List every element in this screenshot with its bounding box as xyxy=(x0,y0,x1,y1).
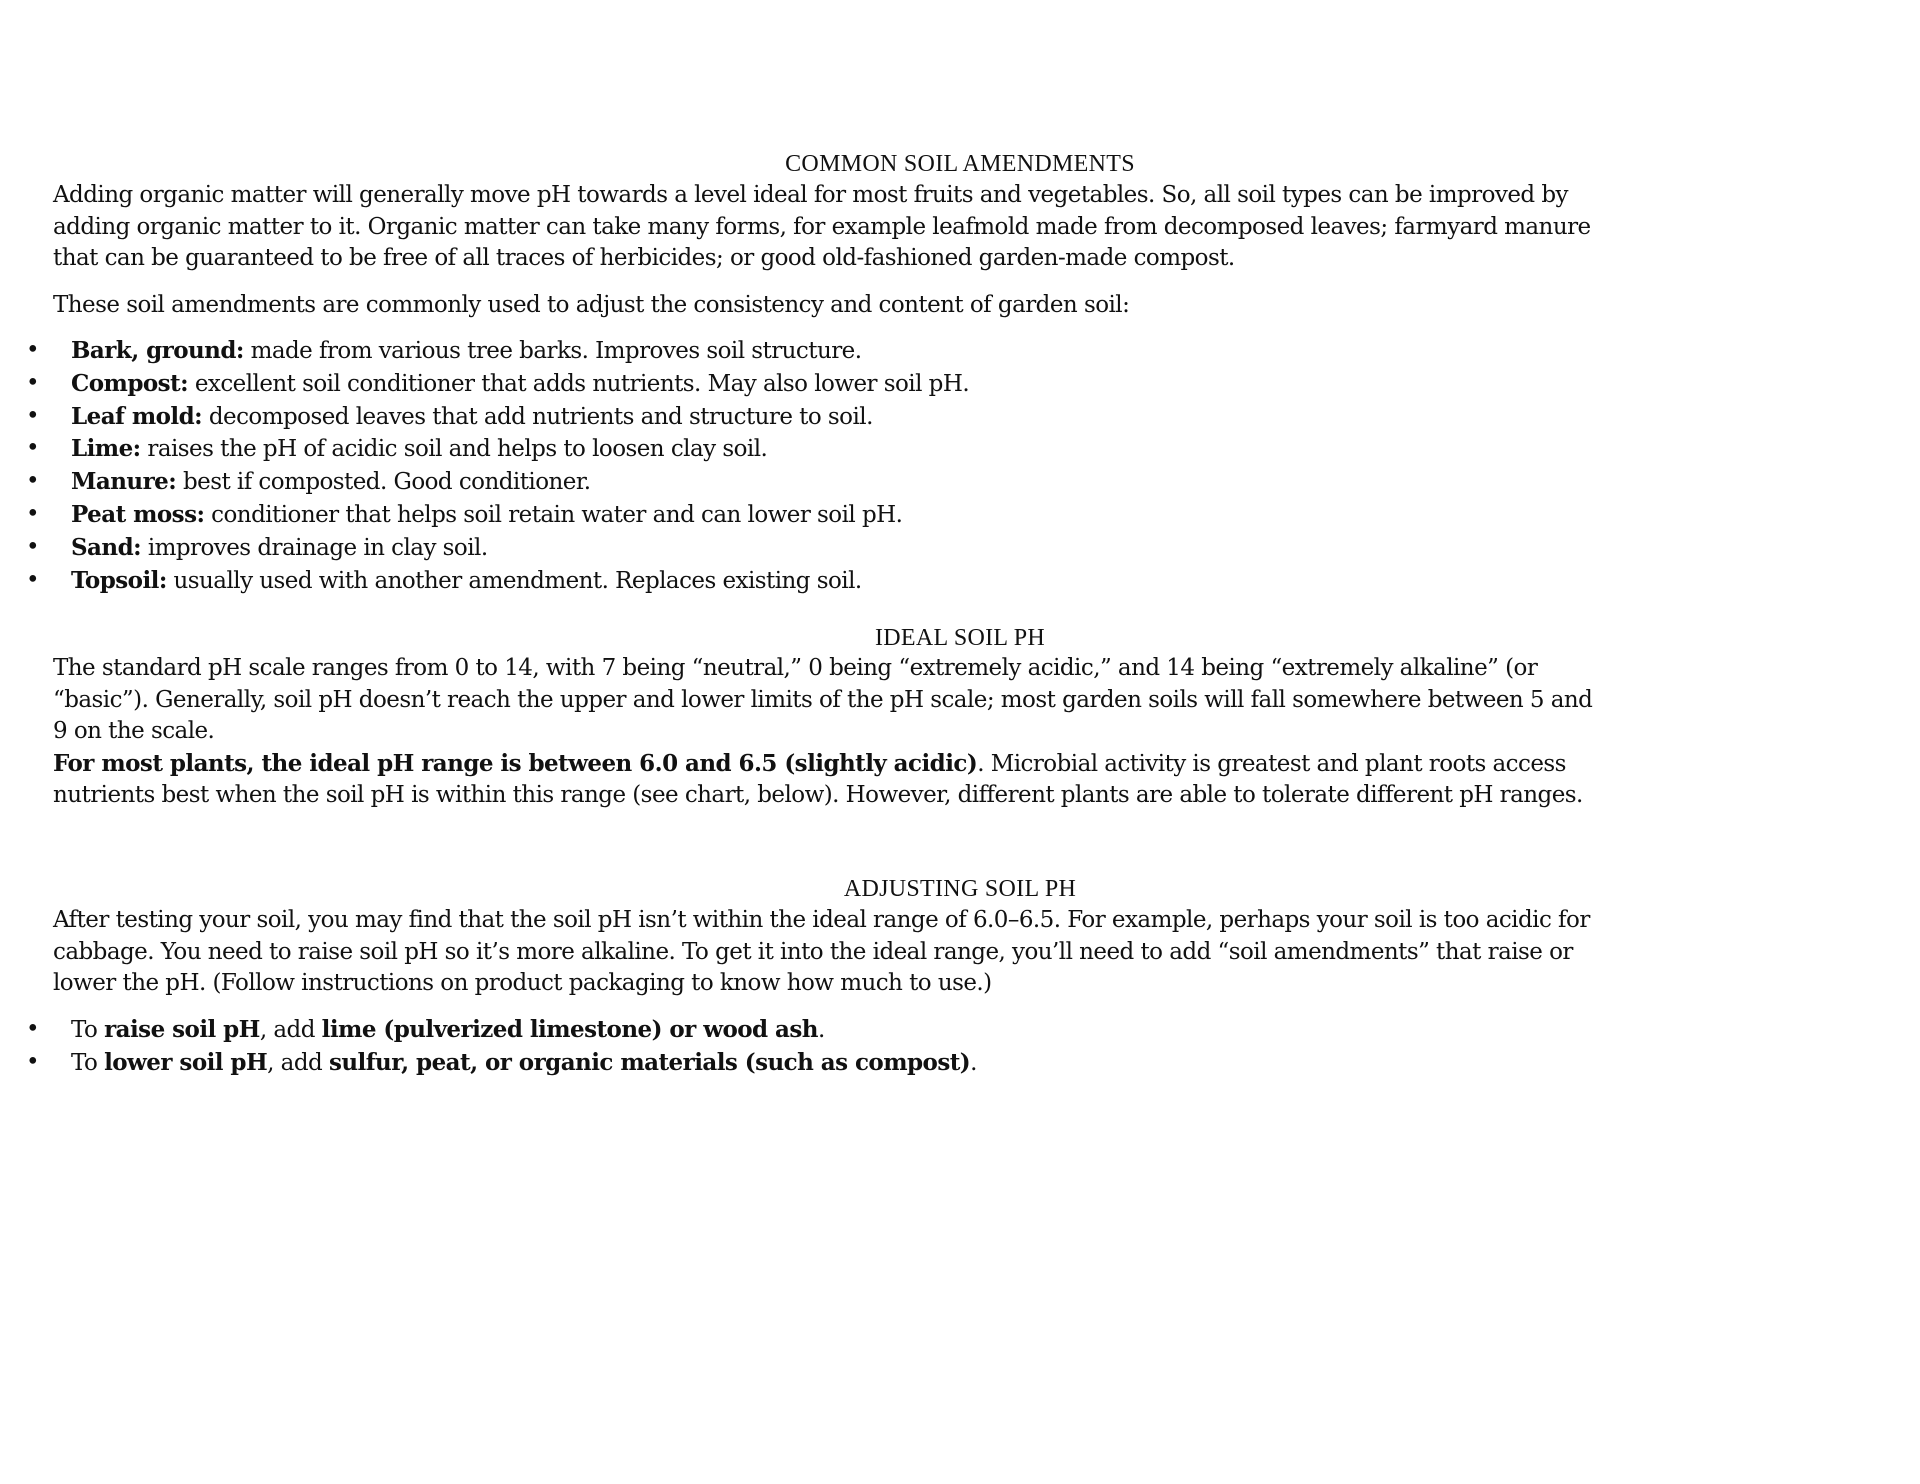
text-line: nutrients best when the soil pH is within this range (see chart, below). However, different plants are able to tolerate different pH ranges. xyxy=(53,782,1583,808)
amendment-description: conditioner that helps soil retain water and can lower soil pH. xyxy=(204,501,903,528)
text-line: cabbage. You need to raise soil pH so it’s more alkaline. To get it into the ideal range, you’ll need to add “soil amendments” that raise or xyxy=(53,938,1573,965)
text-fragment: To xyxy=(71,1017,105,1043)
bullet-icon: • xyxy=(26,369,40,396)
bold-fragment: raise soil pH xyxy=(104,1016,260,1043)
bullet-icon: • xyxy=(26,1016,40,1042)
list-item xyxy=(0,532,969,565)
text-line: adding organic matter to it. Organic matter can take many forms, for example leafmold made from decomposed leaves; farmyard manure xyxy=(53,213,1591,240)
amendment-term: Sand: xyxy=(71,533,142,561)
text-line: that can be guaranteed to be free of all traces of herbicides; or good old-fashioned garden-made compost. xyxy=(53,245,1235,271)
bold-fragment: lime (pulverized limestone) or wood ash xyxy=(321,1016,818,1043)
amendment-description: best if composted. Good conditioner. xyxy=(176,469,591,496)
text-fragment: . xyxy=(817,1017,825,1043)
text-fragment: . xyxy=(970,1049,977,1076)
text-fragment: To xyxy=(71,1049,105,1076)
amendment-description: decomposed leaves that add nutrients and structure to soil. xyxy=(202,403,873,430)
list-item xyxy=(0,401,969,434)
section-heading-adjusting-ph: ADJUSTING SOIL PH xyxy=(843,876,1077,902)
text-line: Adding organic matter will generally move pH towards a level ideal for most fruits and vegetables. So, all soil types can be improved by xyxy=(53,182,1568,208)
amendment-term: Peat moss: xyxy=(71,500,205,528)
amendment-term: Leaf mold: xyxy=(71,402,203,430)
amendment-term: Lime: xyxy=(71,435,141,463)
ideal-ph-paragraph xyxy=(53,653,1893,812)
bullet-icon: • xyxy=(26,402,40,429)
amendment-description: raises the pH of acidic soil and helps to loosen clay soil. xyxy=(140,436,768,463)
text-line: The standard pH scale ranges from 0 to 14, with 7 being “neutral,” 0 being “extremely acidic,” and 14 being “extremely alkaline” (or xyxy=(53,655,1538,681)
list-item xyxy=(0,1047,977,1080)
adjusting-ph-paragraph xyxy=(53,905,1893,1000)
text-fragment: , add xyxy=(267,1049,329,1076)
amendment-term: Bark, ground: xyxy=(71,337,244,364)
list-item xyxy=(0,1014,977,1047)
text-line: These soil amendments are commonly used to adjust the consistency and content of garden soil: xyxy=(53,292,1130,318)
amendment-description: usually used with another amendment. Replaces existing soil. xyxy=(166,567,862,594)
text-line: After testing your soil, you may find that the soil pH isn’t within the ideal range of 6.0–6.5. For example, perhaps your soil is too acidic for xyxy=(53,907,1590,933)
list-item xyxy=(0,433,969,466)
adjusting-ph-list xyxy=(0,1014,977,1080)
section-heading-amendments: COMMON SOIL AMENDMENTS xyxy=(785,151,1135,177)
bold-fragment: lower soil pH xyxy=(104,1048,268,1076)
bullet-icon: • xyxy=(26,435,40,462)
text-line: “basic”). Generally, soil pH doesn’t reach the upper and lower limits of the pH scale; most garden soils will fall somewhere between 5 and xyxy=(53,686,1593,713)
amendment-description: improves drainage in clay soil. xyxy=(141,534,488,561)
list-item xyxy=(0,368,969,401)
amendments-lead-paragraph xyxy=(53,290,1893,322)
amendment-description: made from various tree barks. Improves soil structure. xyxy=(243,338,862,364)
amendment-term: Compost: xyxy=(71,369,189,397)
text-fragment: , add xyxy=(259,1017,322,1043)
bullet-icon: • xyxy=(26,1048,40,1075)
list-item xyxy=(0,565,969,598)
amendments-intro-paragraph xyxy=(53,180,1893,275)
amendment-term: Manure: xyxy=(71,468,177,496)
bullet-icon: • xyxy=(26,337,40,363)
text-line: 9 on the scale. xyxy=(53,718,215,744)
amendment-term: Topsoil: xyxy=(71,566,167,594)
list-item xyxy=(0,499,969,532)
ideal-ph-emphasis-rest: . Microbial activity is greatest and plant roots access xyxy=(977,750,1566,777)
text-line: lower the pH. (Follow instructions on product packaging to know how much to use.) xyxy=(53,970,992,996)
amendment-description: excellent soil conditioner that adds nutrients. May also lower soil pH. xyxy=(188,370,970,397)
bullet-icon: • xyxy=(26,566,40,593)
bullet-icon: • xyxy=(26,468,40,495)
section-heading-ideal-ph: IDEAL SOIL PH xyxy=(874,625,1046,651)
text-line xyxy=(53,748,1893,781)
bullet-icon: • xyxy=(26,533,40,560)
ideal-ph-emphasis: For most plants, the ideal pH range is between 6.0 and 6.5 (slightly acidic) xyxy=(53,749,978,777)
list-item xyxy=(0,335,969,368)
bold-fragment: sulfur, peat, or organic materials (such as compost) xyxy=(328,1048,971,1076)
list-item xyxy=(0,466,969,499)
bullet-icon: • xyxy=(26,500,40,527)
amendments-list xyxy=(0,335,969,597)
